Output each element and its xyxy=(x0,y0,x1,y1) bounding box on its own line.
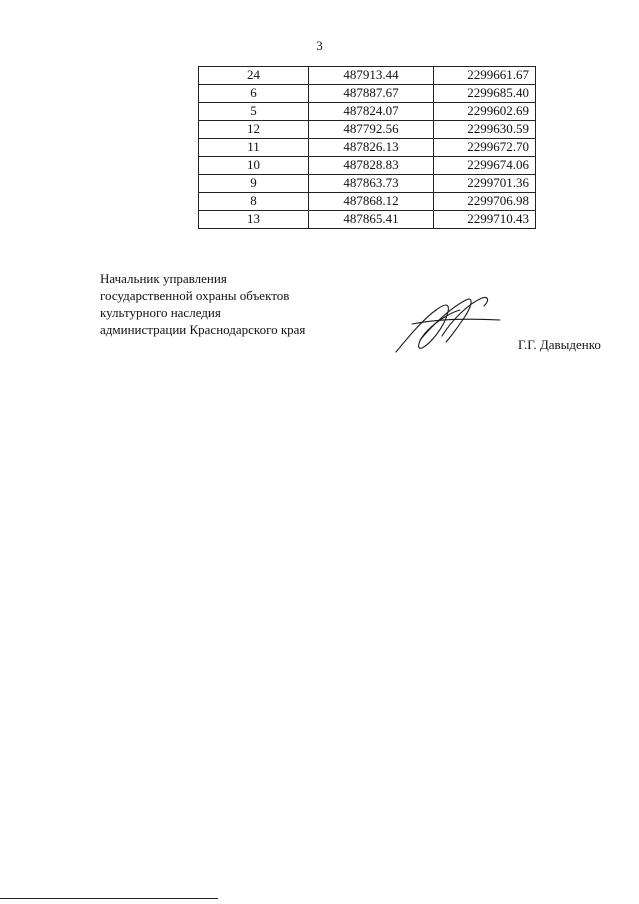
x-coordinate-cell: 487913.44 xyxy=(309,67,434,85)
y-coordinate-cell: 2299685.40 xyxy=(434,85,536,103)
table-row xyxy=(199,175,536,193)
point-number-cell: 6 xyxy=(199,85,309,103)
y-coordinate-cell: 2299706.98 xyxy=(434,193,536,211)
table-row xyxy=(199,85,536,103)
footnote-divider xyxy=(0,898,218,899)
point-number-cell: 5 xyxy=(199,103,309,121)
table-row xyxy=(199,211,536,229)
y-coordinate-cell: 2299672.70 xyxy=(434,139,536,157)
point-number-cell: 9 xyxy=(199,175,309,193)
point-number-cell: 10 xyxy=(199,157,309,175)
coordinates-table xyxy=(198,66,536,229)
x-coordinate-cell: 487863.73 xyxy=(309,175,434,193)
x-coordinate-cell: 487828.83 xyxy=(309,157,434,175)
point-number-cell: 11 xyxy=(199,139,309,157)
position-line: администрации Краснодарского края xyxy=(100,322,306,337)
y-coordinate-cell: 2299710.43 xyxy=(434,211,536,229)
table-row xyxy=(199,103,536,121)
y-coordinate-cell: 2299701.36 xyxy=(434,175,536,193)
handwritten-signature xyxy=(392,290,502,356)
x-coordinate-cell: 487887.67 xyxy=(309,85,434,103)
point-number-cell: 8 xyxy=(199,193,309,211)
x-coordinate-cell: 487792.56 xyxy=(309,121,434,139)
position-line: Начальник управления xyxy=(100,271,227,286)
position-line: государственной охраны объектов xyxy=(100,288,290,303)
table-row xyxy=(199,139,536,157)
point-number-cell: 24 xyxy=(199,67,309,85)
y-coordinate-cell: 2299602.69 xyxy=(434,103,536,121)
table-row xyxy=(199,67,536,85)
x-coordinate-cell: 487868.12 xyxy=(309,193,434,211)
page-number: 3 xyxy=(316,38,323,53)
table-row xyxy=(199,121,536,139)
y-coordinate-cell: 2299630.59 xyxy=(434,121,536,139)
x-coordinate-cell: 487826.13 xyxy=(309,139,434,157)
x-coordinate-cell: 487865.41 xyxy=(309,211,434,229)
y-coordinate-cell: 2299674.06 xyxy=(434,157,536,175)
position-line: культурного наследия xyxy=(100,305,221,320)
point-number-cell: 13 xyxy=(199,211,309,229)
point-number-cell: 12 xyxy=(199,121,309,139)
signatory-name: Г.Г. Давыденко xyxy=(518,337,601,352)
x-coordinate-cell: 487824.07 xyxy=(309,103,434,121)
table-row xyxy=(199,157,536,175)
signatory-position xyxy=(100,270,305,338)
y-coordinate-cell: 2299661.67 xyxy=(434,67,536,85)
table-row xyxy=(199,193,536,211)
